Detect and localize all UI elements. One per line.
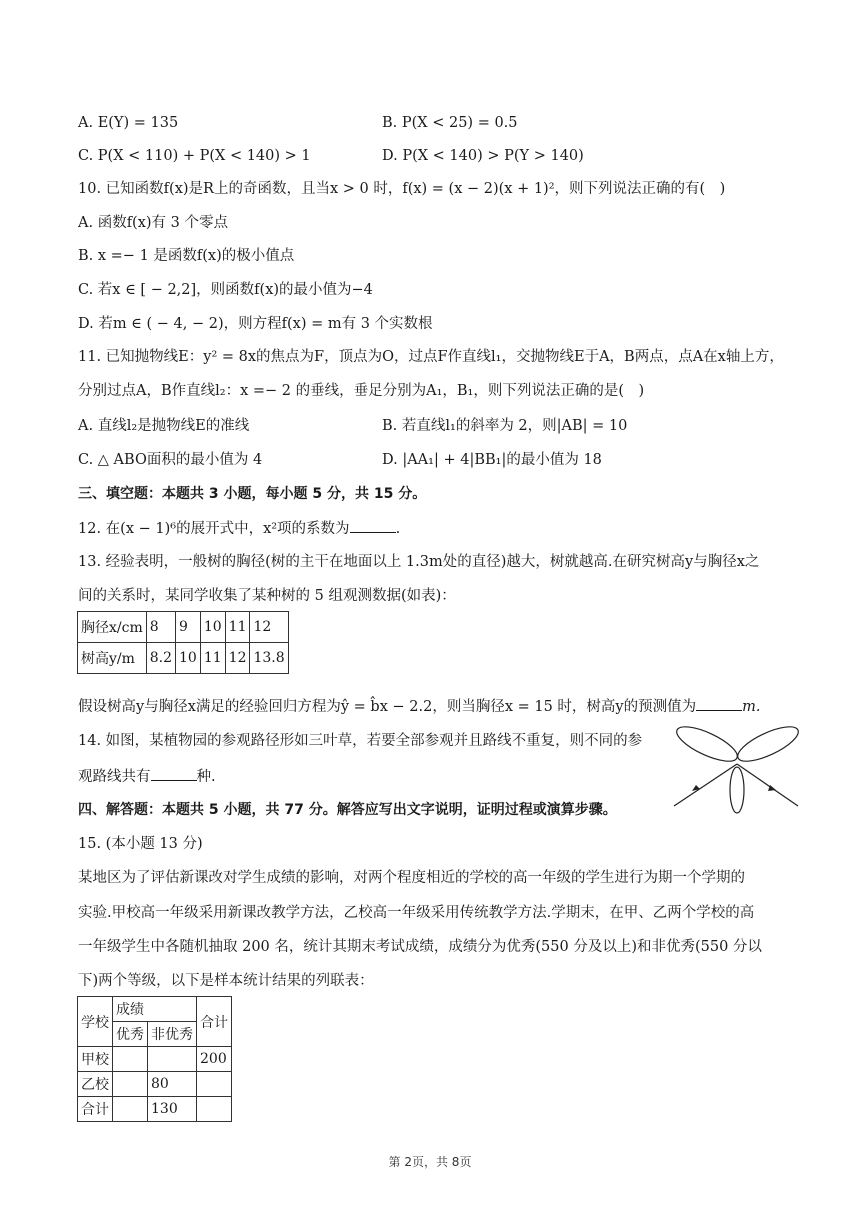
q15-contingency-table [77,996,232,1122]
q12-text-end: . [395,521,401,537]
table-cell: 11 [200,643,225,674]
table-cell [113,1072,148,1097]
table-cell: 10 [200,612,225,643]
q13-unit: m. [742,699,761,715]
header-total: 合计 [197,997,232,1047]
q13-line3 [78,696,760,717]
section-4-heading: 四、解答题：本题共 5 小题，共 77 分。解答应写出文字说明，证明过程或演算步骤。 [78,802,617,818]
q9-option-c: C. P(X < 110) + P(X < 140) > 1 [78,148,311,164]
table-cell: 合计 [78,1097,113,1122]
page-footer: 第 2页，共 8页 [388,1155,472,1169]
q9-option-d: D. P(X < 140) > P(Y > 140) [382,148,584,164]
q10-option-a: A. 函数f(x)有 3 个零点 [78,215,228,231]
table-cell: 9 [176,612,201,643]
q13-line2: 间的关系时，某同学收集了某种树的 5 组观测数据(如表)： [78,588,456,604]
q10-stem: 10. 已知函数f(x)是R上的奇函数，且当x > 0 时，f(x) = (x − 2)(x + 1)²，则下列说法正确的有( ) [78,181,726,197]
q14-line1: 14. 如图，某植物园的参观路径形如三叶草，若要全部参观并且路线不重复，则不同的参 [78,733,643,749]
table-cell [113,1047,148,1072]
table-cell [148,1047,197,1072]
table-cell: 8 [146,612,175,643]
table-row [78,997,232,1022]
table-row [78,643,289,674]
q10-option-d: D. 若m ∈ ( − 4, − 2)，则方程f(x) = m有 3 个实数根 [78,316,433,332]
q15-para-line2: 实验.甲校高一年级采用新课改教学方法，乙校高一年级采用传统教学方法.学期末，在甲、乙两个学校的高 [78,905,755,921]
q15-para-line1: 某地区为了评估新课改对学生成绩的影响，对两个程度相近的学校的高一年级的学生进行为期一个学期的 [78,870,745,886]
table-cell: 树高y/m [78,643,147,674]
q9-option-b: B. P(X < 25) = 0.5 [382,115,518,131]
path-left-line [674,764,737,806]
header-score: 成绩 [113,997,197,1022]
table-row [78,612,289,643]
table-cell [197,1097,232,1122]
q15-para-line4: 下)两个等级，以下是样本统计结果的列联表： [78,973,374,989]
q15-para-line3: 一年级学生中各随机抽取 200 名，统计其期末考试成绩，成绩分为优秀(550 分及以上)和非优秀(550 分以 [78,939,762,955]
table-cell: 12 [225,643,250,674]
q11-option-a: A. 直线l₂是抛物线E的准线 [78,418,250,434]
q11-option-d: D. |AA₁| + 4|BB₁|的最小值为 18 [382,452,602,468]
table-cell: 200 [197,1047,232,1072]
table-cell: 11 [225,612,250,643]
q14-text-end: 种. [196,769,216,785]
q13-answer-blank[interactable] [696,696,742,711]
q13-data-table [77,611,289,674]
clover-path-figure [670,722,804,814]
q11-stem-line2: 分别过点A，B作直线l₂：x =− 2 的垂线，垂足分别为A₁，B₁，则下列说法正确的是( ) [78,383,645,399]
table-row [78,1072,232,1097]
q10-option-c: C. 若x ∈ [ − 2,2]，则函数f(x)的最小值为−4 [78,282,373,298]
table-row [78,1097,232,1122]
q12-answer-blank[interactable] [350,518,396,533]
path-right-line [737,764,798,806]
table-cell [113,1097,148,1122]
q11-option-c: C. △ ABO面积的最小值为 4 [78,452,263,468]
q14-answer-blank[interactable] [151,766,197,781]
q10-option-b: B. x =− 1 是函数f(x)的极小值点 [78,248,295,264]
table-cell: 80 [148,1072,197,1097]
table-cell: 乙校 [78,1072,113,1097]
header-excellent: 优秀 [113,1022,148,1047]
q12 [78,518,400,539]
q13-line3-text: 假设树高y与胸径x满足的经验回归方程为ŷ = b̂x − 2.2，则当胸径x = 15 时，树高y的预测值为 [78,699,697,715]
clover-bottom-leaf [730,767,744,813]
table-cell: 13.8 [250,643,288,674]
q13-line1: 13. 经验表明，一般树的胸径(树的主干在地面以上 1.3m处的直径)越大，树就越高.在研究树高y与胸径x之 [78,554,760,570]
header-school: 学校 [78,997,113,1047]
q14-line2 [78,766,216,787]
table-cell: 10 [176,643,201,674]
section-3-heading: 三、填空题：本题共 3 小题，每小题 5 分，共 15 分。 [78,486,427,502]
q14-text: 观路线共有 [78,769,151,785]
table-cell: 8.2 [146,643,175,674]
clover-left-leaf [672,722,741,768]
q9-option-a: A. E(Y) = 135 [78,115,179,131]
q12-text: 12. 在(x − 1)⁶的展开式中，x²项的系数为 [78,521,350,537]
table-row [78,1047,232,1072]
table-cell: 胸径x/cm [78,612,147,643]
q11-option-b: B. 若直线l₁的斜率为 2，则|AB| = 10 [382,418,628,434]
header-non-excellent: 非优秀 [148,1022,197,1047]
table-cell: 甲校 [78,1047,113,1072]
table-cell [197,1072,232,1097]
clover-right-leaf [733,722,802,768]
table-cell: 130 [148,1097,197,1122]
table-cell: 12 [250,612,288,643]
q15-header: 15. (本小题 13 分) [78,836,203,852]
q11-stem-line1: 11. 已知抛物线E：y² = 8x的焦点为F，顶点为O，过点F作直线l₁，交抛物线E于A，B两点，点A在x轴上方， [78,349,784,365]
